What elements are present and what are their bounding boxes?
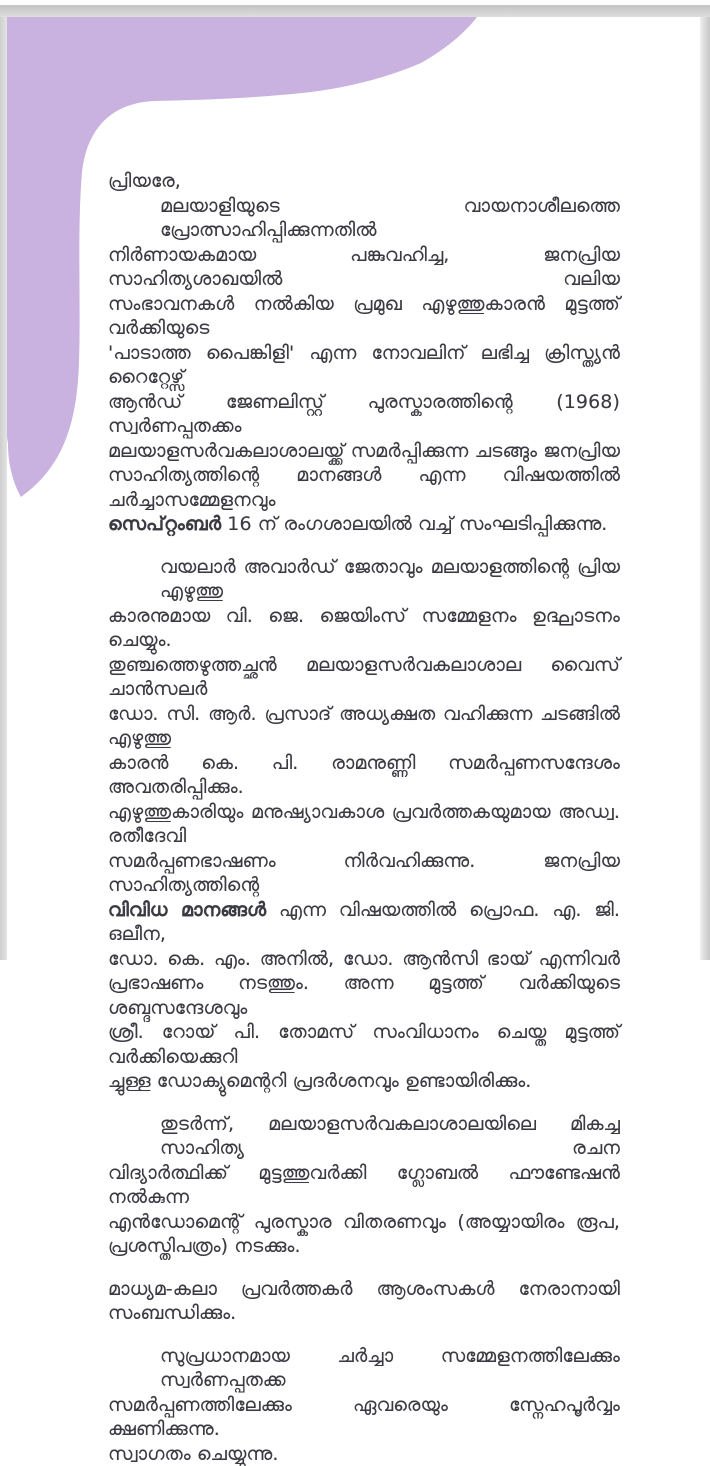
text-line xyxy=(108,1234,620,1259)
paragraph xyxy=(108,1112,620,1259)
salutation: പ്രിയരേ, xyxy=(108,169,620,194)
text-line xyxy=(108,1210,620,1235)
text-line xyxy=(108,243,620,292)
text-segment: സാഹിത്യത്തിന്റെ മാനങ്ങൾ എന്ന വിഷയത്തിൽ ചർച്ചാസമ്മേളനവും xyxy=(108,464,620,511)
text-segment: സംഭാവനകൾ നൽകിയ പ്രമുഖ എഴുത്തുകാരൻ മുട്ടത്ത് വർക്കിയുടെ xyxy=(108,293,620,340)
text-segment: ശ്രീ. റോയ് പി. തോമസ് സംവിധാനം ചെയ്ത മുട്ടത്ത് വർക്കിയെക്കുറി xyxy=(108,1021,620,1068)
text-line xyxy=(108,1393,620,1442)
scan-frame-right xyxy=(700,17,710,960)
paragraph xyxy=(108,555,620,1094)
text-segment: ഡോ. സി. ആർ. പ്രസാദ് അധ്യക്ഷത വഹിക്കുന്ന ചടങ്ങിൽ എഴുത്തു xyxy=(108,703,620,750)
text-line xyxy=(108,390,620,439)
text-line xyxy=(108,800,620,849)
letter-page xyxy=(7,17,700,960)
paragraph xyxy=(108,1277,620,1326)
text-segment: മാധ്യമ-കലാ പ്രവർത്തകർ ആശംസകൾ നേരാനായി സംബന്ധിക്കും. xyxy=(108,1278,620,1325)
text-segment: കാരൻ കെ. പി. രാമനുണ്ണി സമർപ്പണസന്ദേശം അവതരിപ്പിക്കും. xyxy=(108,752,620,799)
text-line xyxy=(108,653,620,702)
text-segment: സമർപ്പണഭാഷണം നിർവഹിക്കുന്നു. ജനപ്രിയ സാഹിത്യത്തിന്റെ xyxy=(108,850,620,897)
text-segment: ആൻഡ് ജേണലിസ്റ്റ് പുരസ്കാരത്തിന്റെ (1968) സ്വർണപ്പതക്കം xyxy=(108,391,620,438)
text-line xyxy=(108,1069,620,1094)
letter-body xyxy=(108,169,620,1466)
text-line xyxy=(108,1442,620,1466)
paragraph xyxy=(108,1344,620,1466)
text-segment: ച്ചുള്ള ഡോക്യുമെന്ററി പ്രദർശനവും ഉണ്ടായിരിക്കും. xyxy=(108,1070,531,1092)
text-line xyxy=(108,341,620,390)
text-line xyxy=(108,439,620,464)
text-line xyxy=(108,751,620,800)
text-line xyxy=(108,194,620,243)
text-line xyxy=(108,1020,620,1069)
text-segment: 'പാടാത്ത പൈങ്കിളി' എന്ന നോവലിന് ലഭിച്ച ക്രിസ്ത്യൻ റൈറ്റേഴ്സ് xyxy=(108,342,620,389)
paragraphs xyxy=(108,194,620,1466)
text-segment: പ്രശസ്തിപത്രം) നടക്കും. xyxy=(108,1235,301,1257)
text-line xyxy=(108,971,620,1020)
text-line xyxy=(108,702,620,751)
text-line xyxy=(108,849,620,898)
text-segment: എഴുത്തുകാരിയും മനുഷ്യാവകാശ പ്രവർത്തകയുമായ അഡ്വ. രതീദേവി xyxy=(108,801,620,848)
text-segment: സമർപ്പണത്തിലേക്കും ഏവരെയും സ്നേഹപൂർവ്വം ക്ഷണിക്കുന്നു. xyxy=(108,1394,620,1441)
text-line xyxy=(108,512,620,537)
text-line xyxy=(108,1161,620,1210)
text-segment: നിർണായകമായ പങ്കുവഹിച്ച, ജനപ്രിയ സാഹിത്യശാഖയിൽ വലിയ xyxy=(108,244,620,291)
text-segment: മലയാളസർവകലാശാലയ്ക്ക് സമർപ്പിക്കുന്ന ചടങ്ങും ജനപ്രിയ xyxy=(108,440,620,462)
text-line xyxy=(108,947,620,972)
text-segment: പ്രഭാഷണം നടത്തും. അന്ന മുട്ടത്ത് വർക്കിയുടെ ശബ്ദസന്ദേശവും xyxy=(108,972,620,1019)
text-line xyxy=(108,898,620,947)
text-line xyxy=(108,463,620,512)
text-segment: തുഞ്ചത്തെഴുത്തച്ഛൻ മലയാളസർവകലാശാല വൈസ് ചാൻസലർ xyxy=(108,654,620,701)
bold-highlight: സെപ്റ്റംബർ xyxy=(108,513,221,535)
text-segment: മലയാളിയുടെ വായനാശീലത്തെ പ്രോത്സാഹിപ്പിക്കുന്നതിൽ xyxy=(160,195,620,242)
text-segment: എൻഡോമെന്റ് പുരസ്കാര വിതരണവും (അയ്യായിരം രൂപ, xyxy=(108,1211,620,1233)
text-line xyxy=(108,555,620,604)
scan-frame-top xyxy=(0,5,710,17)
text-line xyxy=(108,604,620,653)
text-segment: തുടർന്ന്, മലയാളസർവകലാശാലയിലെ മികച്ച സാഹിത്യ രചന xyxy=(160,1113,620,1160)
text-segment: സ്വാഗതം ചെയ്യുന്നു. xyxy=(108,1443,279,1465)
text-segment: കാരനുമായ വി. ജെ. ജെയിംസ് സമ്മേളനം ഉദ്ഘാടനം ചെയ്യും. xyxy=(108,605,620,652)
text-line xyxy=(108,1344,620,1393)
text-segment: വയലാർ അവാർഡ് ജേതാവും മലയാളത്തിന്റെ പ്രിയ എഴുത്തു xyxy=(160,556,620,603)
text-segment: എന്ന വിഷയത്തിൽ പ്രൊഫ. എ. ജി. ഒലീന, xyxy=(108,899,620,946)
text-line xyxy=(108,1277,620,1326)
paragraph xyxy=(108,194,620,537)
text-line xyxy=(108,292,620,341)
scan-frame-left xyxy=(0,17,7,960)
text-segment: സുപ്രധാനമായ ചർച്ചാ സമ്മേളനത്തിലേക്കും സ്വർണപ്പതക്ക xyxy=(160,1345,620,1392)
text-segment: 16 ന് രംഗശാലയിൽ വച്ച് സംഘടിപ്പിക്കുന്നു. xyxy=(221,513,607,535)
bold-highlight: വിവിധ മാനങ്ങൾ xyxy=(108,899,266,921)
text-segment: വിദ്യാർത്ഥിക്ക് മുട്ടത്തുവർക്കി ഗ്ലോബൽ ഫൗണ്ടേഷൻ നൽകുന്ന xyxy=(108,1162,620,1209)
text-line xyxy=(108,1112,620,1161)
text-segment: ഡോ. കെ. എം. അനിൽ, ഡോ. ആൻസി ഭായ് എന്നിവർ xyxy=(108,948,620,970)
